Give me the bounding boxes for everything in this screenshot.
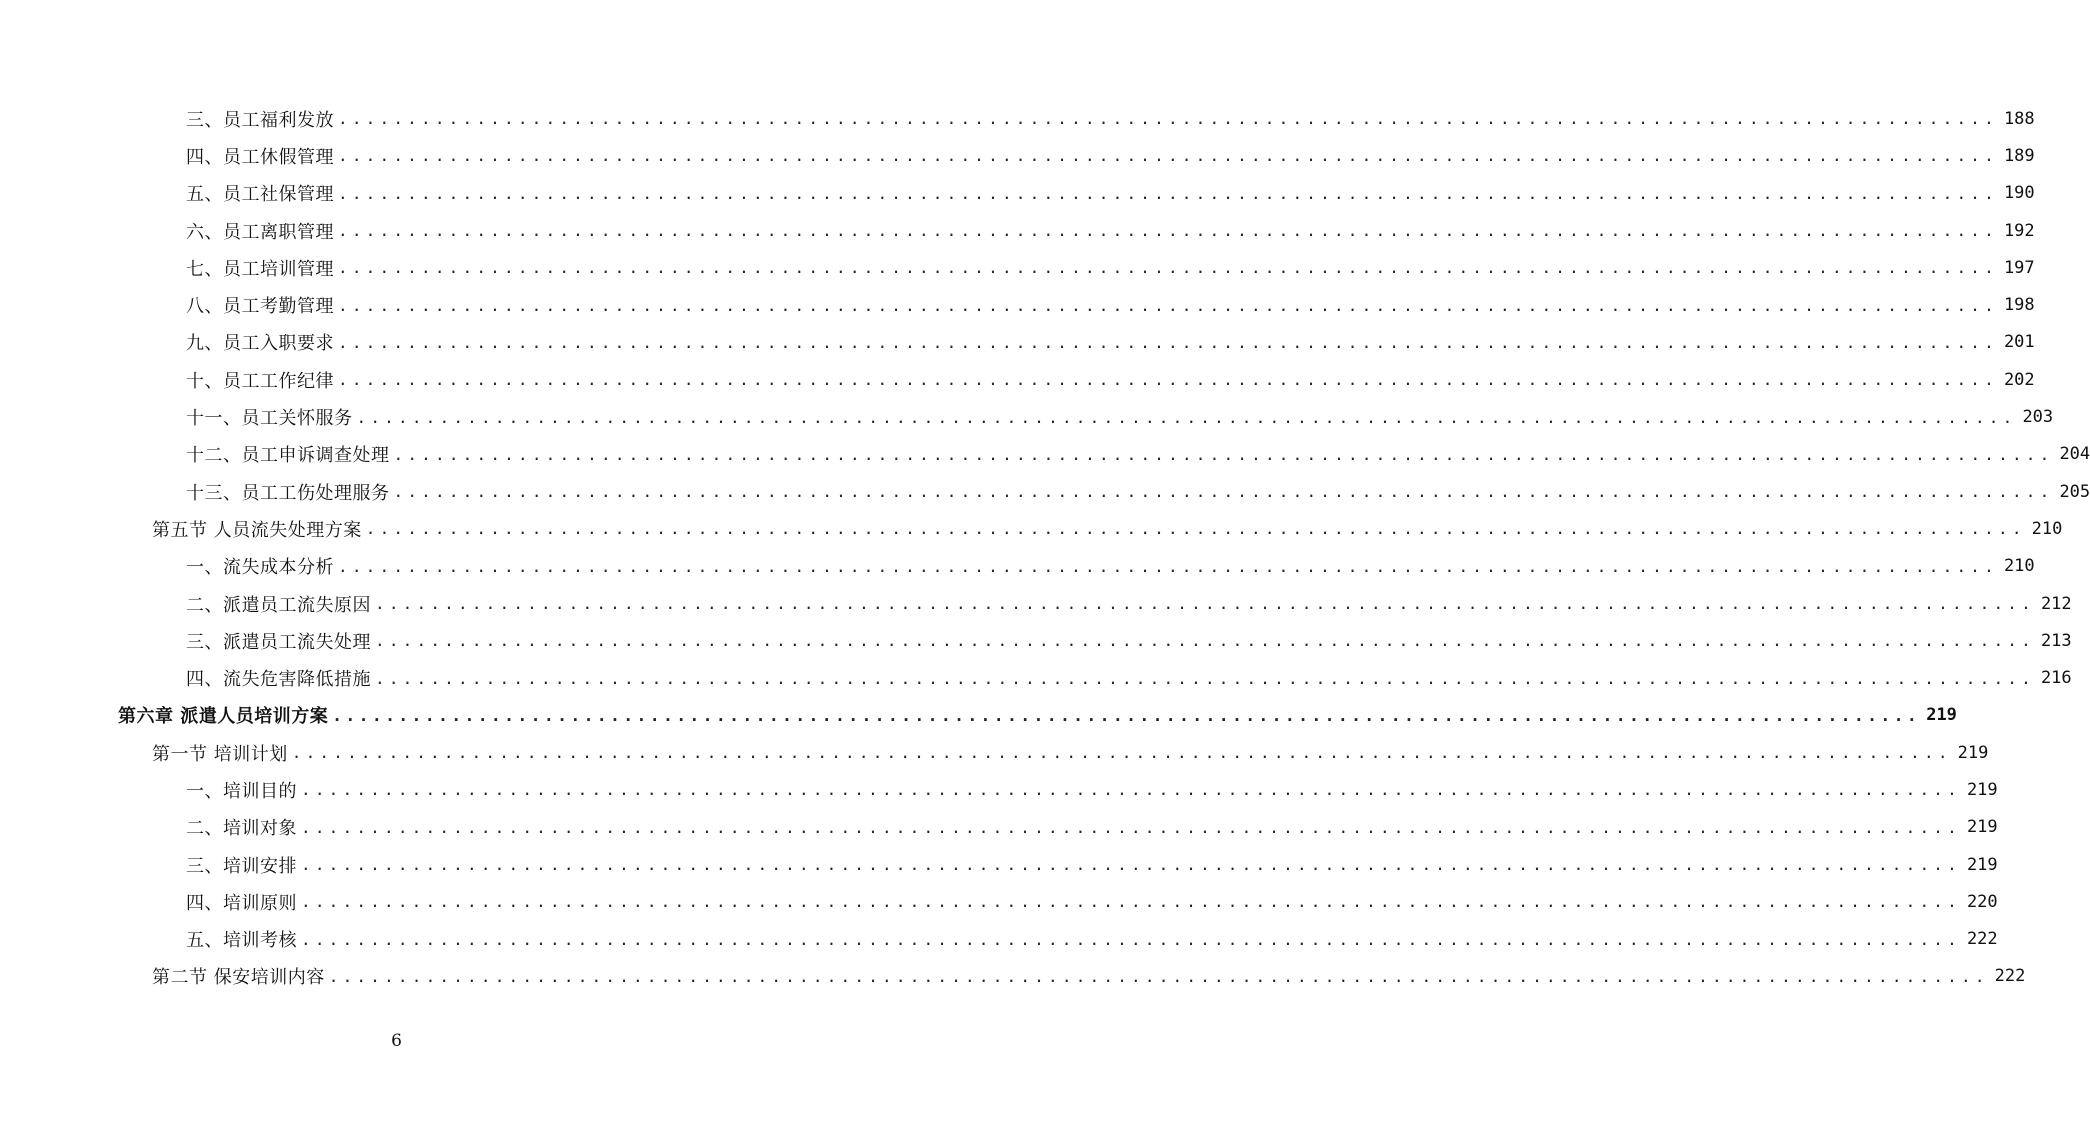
toc-entry-title: 四、培训原则	[186, 892, 297, 914]
toc-entry-title: 第六章 派遣人员培训方案	[118, 706, 329, 728]
toc-dot-leader: ........................................................................................................................	[291, 743, 1952, 763]
toc-subsection-entry[interactable]	[0, 883, 1998, 920]
toc-dot-leader: ........................................................................................................................	[375, 668, 2035, 688]
toc-entry-page: 213	[2040, 630, 2072, 651]
toc-entry-page: 216	[2040, 668, 2072, 689]
toc-entry-title: 三、员工福利发放	[186, 109, 334, 131]
toc-dot-leader: ........................................................................................................................	[338, 556, 1998, 576]
toc-entry-title: 一、培训目的	[186, 780, 297, 802]
page-number: 6	[391, 1031, 402, 1051]
toc-subsection-entry[interactable]	[0, 809, 1998, 846]
toc-dot-leader: ........................................................................................................................	[338, 183, 1998, 203]
toc-entry-title: 一、流失成本分析	[186, 557, 334, 579]
toc-entry-page: 201	[2003, 332, 2035, 353]
toc-entry-page: 210	[2031, 518, 2063, 539]
toc-subsection-entry[interactable]	[0, 324, 2035, 361]
toc-entry-title: 八、员工考勤管理	[186, 296, 334, 318]
toc-chapter-entry[interactable]	[0, 697, 1957, 734]
toc-subsection-entry[interactable]	[0, 137, 2035, 174]
toc-entry-title: 五、员工社保管理	[186, 184, 334, 206]
toc-entry-title: 四、员工休假管理	[186, 146, 334, 168]
toc-subsection-entry[interactable]	[0, 436, 2090, 473]
toc-entry-title: 第二节 保安培训内容	[152, 967, 325, 989]
toc-entry-page: 222	[1994, 966, 2026, 987]
toc-entry-page: 192	[2003, 220, 2035, 241]
toc-subsection-entry[interactable]	[0, 622, 2072, 659]
toc-entry-title: 二、派遣员工流失原因	[186, 594, 371, 616]
toc-subsection-entry[interactable]	[0, 212, 2035, 249]
toc-dot-leader: ........................................................................................................................	[338, 370, 1998, 390]
toc-dot-leader: ........................................................................................................................	[338, 258, 1998, 278]
toc-dot-leader: ........................................................................................................................	[301, 817, 1961, 837]
toc-dot-leader: ........................................................................................................................	[301, 780, 1961, 800]
toc-entry-title: 十三、员工工伤处理服务	[186, 482, 390, 504]
toc-entry-title: 第一节 培训计划	[152, 743, 288, 765]
toc-entry-page: 197	[2003, 257, 2035, 278]
toc-dot-leader: ........................................................................................................................	[301, 855, 1961, 875]
toc-entry-title: 第五节 人员流失处理方案	[152, 519, 362, 541]
toc-entry-page: 219	[1966, 779, 1998, 800]
toc-entry-page: 204	[2059, 444, 2090, 465]
toc-dot-leader: ........................................................................................................................	[338, 146, 1998, 166]
toc-entry-page: 219	[1966, 854, 1998, 875]
toc-dot-leader: ........................................................................................................................	[393, 482, 2054, 502]
toc-dot-leader: ........................................................................................................................	[393, 444, 2054, 464]
toc-dot-leader: ........................................................................................................................	[365, 519, 2026, 539]
toc-subsection-entry[interactable]	[0, 846, 1998, 883]
toc-entry-page: 212	[2040, 593, 2072, 614]
toc-dot-leader: ........................................................................................................................	[356, 407, 2017, 427]
toc-subsection-entry[interactable]	[0, 659, 2072, 696]
toc-entry-page: 205	[2059, 481, 2090, 502]
toc-subsection-entry[interactable]	[0, 548, 2035, 585]
toc-subsection-entry[interactable]	[0, 921, 1998, 958]
toc-entry-page: 190	[2003, 183, 2035, 204]
toc-entry-page: 188	[2003, 108, 2035, 129]
toc-section-entry[interactable]	[0, 510, 2063, 547]
toc-subsection-entry[interactable]	[0, 249, 2035, 286]
toc-subsection-entry[interactable]	[0, 473, 2090, 510]
toc-dot-leader: ........................................................................................................................	[338, 295, 1998, 315]
toc-dot-leader: ........................................................................................................................	[375, 594, 2035, 613]
toc-dot-leader: ........................................................................................................................	[338, 221, 1998, 241]
toc-dot-leader: ........................................................................................................................	[301, 892, 1961, 912]
toc-entry-title: 十、员工工作纪律	[186, 370, 334, 392]
toc-subsection-entry[interactable]	[0, 771, 1998, 808]
toc-entry-title: 六、员工离职管理	[186, 221, 334, 243]
toc-entry-page: 203	[2022, 407, 2054, 428]
toc-entry-page: 219	[1926, 705, 1957, 726]
toc-dot-leader: ........................................................................................................................	[338, 109, 1998, 129]
toc-entry-title: 十二、员工申诉调查处理	[186, 445, 390, 467]
toc-dot-leader: ........................................................................................................................	[375, 631, 2035, 651]
toc-subsection-entry[interactable]	[0, 585, 2072, 622]
toc-entry-page: 198	[2003, 295, 2035, 316]
toc-subsection-entry[interactable]	[0, 286, 2035, 323]
toc-dot-leader: ........................................................................................................................	[301, 929, 1961, 949]
toc-entry-page: 222	[1966, 929, 1998, 950]
toc-subsection-entry[interactable]	[0, 361, 2035, 398]
toc-dot-leader: ........................................................................................................................	[328, 966, 1989, 986]
toc-entry-page: 220	[1966, 891, 1998, 912]
toc-entry-title: 二、培训对象	[186, 818, 297, 840]
table-of-contents	[0, 100, 2090, 995]
toc-entry-page: 219	[1957, 742, 1989, 763]
toc-subsection-entry[interactable]	[0, 100, 2035, 137]
toc-section-entry[interactable]	[0, 958, 2026, 995]
toc-entry-title: 十一、员工关怀服务	[186, 408, 353, 430]
toc-entry-title: 四、流失危害降低措施	[186, 669, 371, 691]
toc-entry-page: 219	[1966, 817, 1998, 838]
toc-dot-leader: ........................................................................................................................	[332, 705, 1921, 725]
toc-entry-page: 189	[2003, 145, 2035, 166]
toc-entry-page: 210	[2003, 556, 2035, 577]
toc-entry-title: 三、培训安排	[186, 855, 297, 877]
toc-entry-page: 202	[2003, 369, 2035, 390]
toc-subsection-entry[interactable]	[0, 398, 2054, 435]
toc-entry-title: 九、员工入职要求	[186, 333, 334, 355]
toc-entry-title: 七、员工培训管理	[186, 258, 334, 280]
toc-subsection-entry[interactable]	[0, 175, 2035, 212]
toc-section-entry[interactable]	[0, 734, 1989, 771]
toc-dot-leader: ........................................................................................................................	[338, 332, 1998, 352]
toc-entry-title: 五、培训考核	[186, 930, 297, 952]
toc-entry-title: 三、派遣员工流失处理	[186, 631, 371, 653]
